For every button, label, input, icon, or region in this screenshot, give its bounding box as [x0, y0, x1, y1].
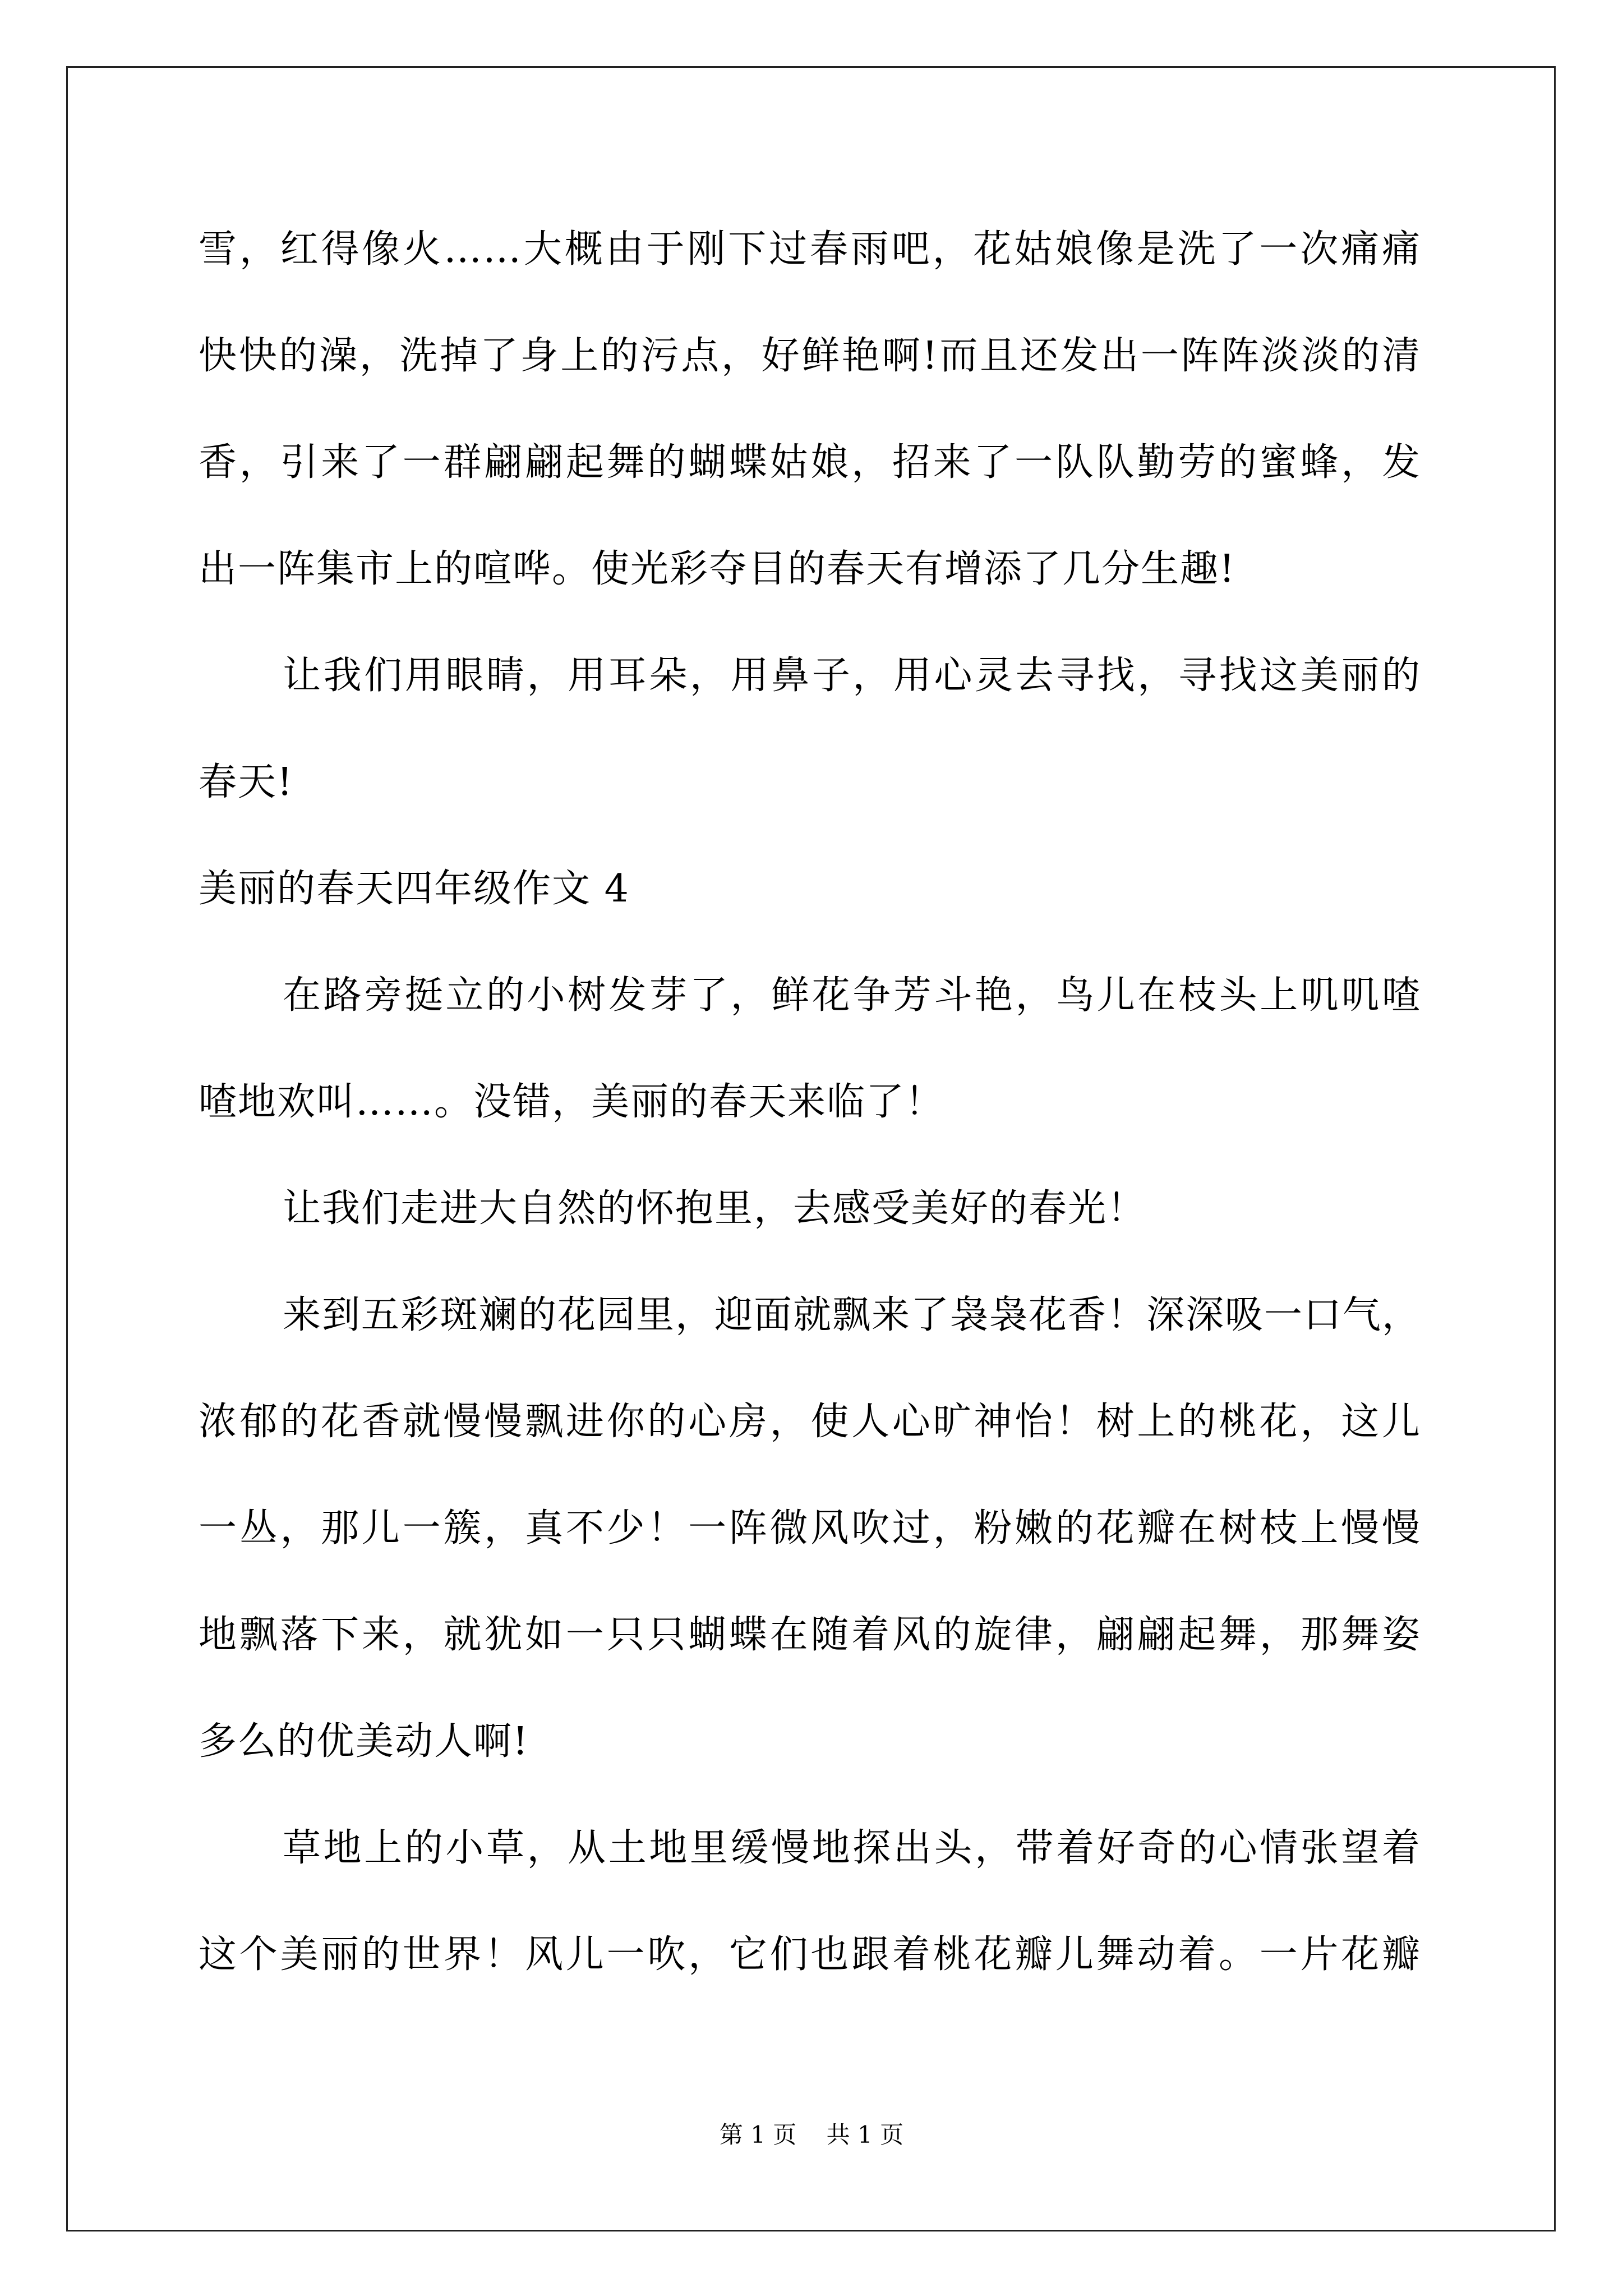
page-number-current: 第 1 页	[719, 2121, 797, 2148]
page-footer	[0, 2118, 1623, 2152]
document-body	[199, 213, 1421, 2025]
text-line: 多么的优美动人啊!	[199, 1719, 529, 1764]
section-heading: 美丽的春天四年级作文 4	[199, 867, 630, 911]
text-line: 在路旁挺立的小树发芽了，鲜花争芳斗艳，鸟儿在枝头上叽叽喳	[283, 973, 1421, 1018]
text-line: 让我们用眼睛，用耳朵，用鼻子，用心灵去寻找，寻找这美丽的	[283, 654, 1421, 698]
text-line: 雪，红得像火……大概由于刚下过春雨吧，花姑娘像是洗了一次痛痛	[199, 227, 1421, 272]
text-line: 喳地欢叫……。没错，美丽的春天来临了！	[199, 1080, 945, 1124]
text-line: 来到五彩斑斓的花园里，迎面就飘来了袅袅花香！深深吸一口气，	[283, 1293, 1422, 1337]
text-line: 草地上的小草，从土地里缓慢地探出头，带着好奇的心情张望着	[283, 1826, 1421, 1870]
page-number-total: 共 1 页	[826, 2121, 904, 2148]
text-line: 让我们走进大自然的怀抱里，去感受美好的春光！	[283, 1186, 1147, 1231]
text-line: 出一阵集市上的喧哗。使光彩夺目的春天有增添了几分生趣!	[199, 547, 1236, 591]
text-line: 这个美丽的世界！风儿一吹，它们也跟着桃花瓣儿舞动着。一片花瓣	[199, 1932, 1421, 1977]
text-line: 快快的澡，洗掉了身上的污点，好鲜艳啊!而且还发出一阵阵淡淡的清	[199, 334, 1421, 378]
text-line: 一丛，那儿一簇，真不少！一阵微风吹过，粉嫩的花瓣在树枝上慢慢	[199, 1506, 1421, 1550]
text-line: 春天!	[199, 760, 294, 804]
text-line: 地飘落下来，就犹如一只只蝴蝶在随着风的旋律，翩翩起舞，那舞姿	[199, 1613, 1421, 1657]
text-line: 香，引来了一群翩翩起舞的蝴蝶姑娘，招来了一队队勤劳的蜜蜂，发	[199, 440, 1421, 485]
text-line: 浓郁的花香就慢慢飘进你的心房，使人心旷神怡！树上的桃花，这儿	[199, 1400, 1421, 1444]
